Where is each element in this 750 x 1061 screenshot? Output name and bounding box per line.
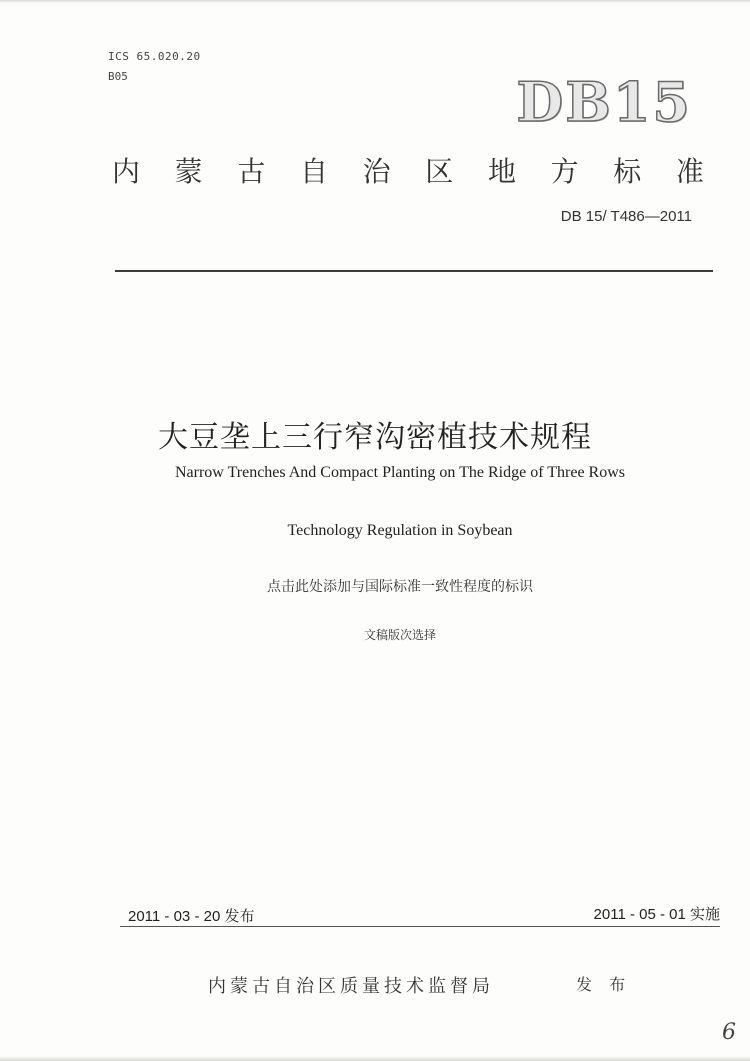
standard-type-char: 区 bbox=[425, 155, 454, 188]
ics-code: ICS 65.020.20 bbox=[108, 50, 201, 63]
header-divider bbox=[115, 270, 713, 272]
standard-number: DB 15/ T486—2011 bbox=[560, 208, 692, 225]
standard-type-char: 古 bbox=[237, 155, 266, 188]
scan-edge-top bbox=[0, 0, 750, 3]
document-title-chinese: 大豆垄上三行窄沟密植技术规程 bbox=[158, 420, 592, 455]
document-title-english-line1: Narrow Trenches And Compact Planting on The Ridge of Three Rows bbox=[174, 464, 626, 481]
issue-label: 发 布 bbox=[576, 975, 632, 994]
db15-logo: DB15 bbox=[516, 70, 692, 134]
date-divider bbox=[120, 926, 720, 927]
standard-type-char: 内 bbox=[112, 155, 141, 188]
standard-type-char: 治 bbox=[362, 155, 391, 188]
standard-type-title bbox=[112, 150, 704, 190]
consistency-hint-field[interactable]: 点击此处添加与国际标准一致性程度的标识 bbox=[267, 579, 533, 595]
scan-edge-bottom bbox=[0, 1056, 750, 1061]
category-code: B05 bbox=[108, 70, 128, 83]
document-title-english-line2: Technology Regulation in Soybean bbox=[287, 522, 513, 539]
standard-type-char: 准 bbox=[675, 155, 704, 188]
version-select-field[interactable]: 文稿版次选择 bbox=[363, 628, 436, 642]
standard-type-char: 蒙 bbox=[174, 155, 203, 188]
issuing-authority: 内蒙古自治区质量技术监督局 bbox=[208, 976, 494, 997]
standard-type-char: 标 bbox=[613, 155, 642, 188]
implement-date: 2011 - 05 - 01 实施 bbox=[593, 906, 720, 923]
standard-type-char: 方 bbox=[550, 155, 579, 188]
standard-type-char: 地 bbox=[487, 155, 516, 188]
standard-type-char: 自 bbox=[299, 155, 328, 188]
publish-date: 2011 - 03 - 20 发布 bbox=[128, 908, 255, 925]
handwritten-page-mark: 6 bbox=[722, 1020, 736, 1045]
